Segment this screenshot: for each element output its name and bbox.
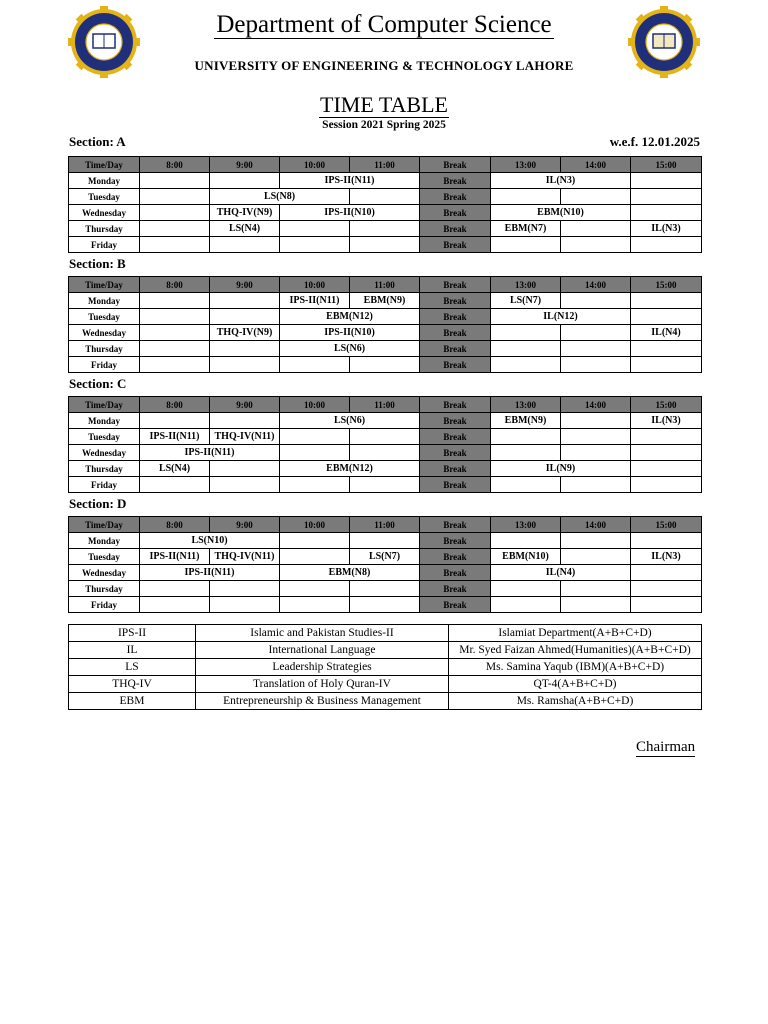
break-cell: Break (420, 445, 491, 461)
column-header: 10:00 (280, 517, 350, 533)
table-row (69, 341, 702, 357)
day-cell: Wednesday (69, 325, 140, 341)
class-cell (210, 597, 280, 613)
class-cell (210, 341, 280, 357)
signature-label: Chairman (636, 739, 696, 755)
break-cell: Break (420, 533, 491, 549)
legend-name: Islamic and Pakistan Studies-II (196, 625, 449, 642)
class-cell (280, 237, 350, 253)
legend-teacher: Ms. Ramsha(A+B+C+D) (449, 693, 702, 710)
column-header: Break (420, 277, 491, 293)
column-header: 13:00 (491, 397, 561, 413)
table-row (69, 445, 702, 461)
class-cell: IPS-II(N11) (140, 549, 210, 565)
class-cell (491, 533, 561, 549)
column-header: 9:00 (210, 277, 280, 293)
class-cell (280, 597, 350, 613)
class-cell: EBM(N12) (280, 309, 420, 325)
class-cell (350, 357, 420, 373)
column-header: 10:00 (280, 397, 350, 413)
class-cell (631, 341, 702, 357)
class-cell: EBM(N7) (491, 221, 561, 237)
class-cell (631, 461, 702, 477)
class-cell (280, 357, 350, 373)
table-header-row (69, 397, 702, 413)
table-row (69, 173, 702, 189)
break-cell: Break (420, 309, 491, 325)
class-cell (631, 477, 702, 493)
class-cell (280, 581, 350, 597)
class-cell: LS(N4) (210, 221, 280, 237)
break-cell: Break (420, 413, 491, 429)
class-cell: THQ-IV(N11) (210, 549, 280, 565)
class-cell: LS(N6) (280, 341, 420, 357)
day-cell: Tuesday (69, 309, 140, 325)
class-cell (350, 237, 420, 253)
break-cell: Break (420, 173, 491, 189)
class-cell (561, 533, 631, 549)
column-header: 8:00 (140, 397, 210, 413)
column-header: 15:00 (631, 157, 702, 173)
column-header: 9:00 (210, 517, 280, 533)
class-cell (140, 237, 210, 253)
day-cell: Thursday (69, 581, 140, 597)
class-cell: IL(N3) (491, 173, 631, 189)
class-cell: EBM(N12) (280, 461, 420, 477)
class-cell (350, 477, 420, 493)
class-cell (280, 549, 350, 565)
university-name: UNIVERSITY OF ENGINEERING & TECHNOLOGY LAHORE (194, 58, 574, 73)
break-cell: Break (420, 549, 491, 565)
column-header: 13:00 (491, 277, 561, 293)
timetable-section-d (68, 516, 702, 613)
break-cell: Break (420, 205, 491, 221)
class-cell (140, 413, 210, 429)
table-row (69, 309, 702, 325)
table-row (69, 477, 702, 493)
break-cell: Break (420, 597, 491, 613)
column-header: 8:00 (140, 157, 210, 173)
column-header: Break (420, 517, 491, 533)
class-cell (350, 189, 420, 205)
class-cell (631, 237, 702, 253)
class-cell (561, 237, 631, 253)
table-row (69, 189, 702, 205)
class-cell (350, 581, 420, 597)
table-row (69, 221, 702, 237)
break-cell: Break (420, 477, 491, 493)
section-label-b: Section: B (69, 256, 126, 271)
legend-row (69, 659, 702, 676)
class-cell (631, 293, 702, 309)
legend-code: THQ-IV (69, 676, 196, 693)
day-cell: Thursday (69, 341, 140, 357)
class-cell: EBM(N9) (491, 413, 561, 429)
table-row (69, 429, 702, 445)
class-cell (631, 309, 702, 325)
column-header: 9:00 (210, 397, 280, 413)
class-cell (561, 357, 631, 373)
break-cell: Break (420, 341, 491, 357)
class-cell: LS(N8) (210, 189, 350, 205)
class-cell (210, 581, 280, 597)
class-cell (631, 565, 702, 581)
legend-code: IL (69, 642, 196, 659)
class-cell: IPS-II(N11) (140, 429, 210, 445)
class-cell (491, 477, 561, 493)
table-row (69, 413, 702, 429)
class-cell: LS(N10) (140, 533, 280, 549)
legend-row (69, 676, 702, 693)
class-cell (491, 445, 561, 461)
page-title: TIME TABLE (320, 92, 448, 117)
class-cell (140, 597, 210, 613)
class-cell (631, 597, 702, 613)
class-cell: IL(N4) (491, 565, 631, 581)
break-cell: Break (420, 325, 491, 341)
class-cell (561, 413, 631, 429)
column-header: 13:00 (491, 157, 561, 173)
day-cell: Wednesday (69, 445, 140, 461)
table-row (69, 205, 702, 221)
class-cell (491, 429, 561, 445)
legend-teacher: Mr. Syed Faizan Ahmed(Humanities)(A+B+C+D) (449, 642, 702, 659)
class-cell (140, 325, 210, 341)
column-header: 14:00 (561, 517, 631, 533)
break-cell: Break (420, 221, 491, 237)
class-cell (491, 237, 561, 253)
class-cell (210, 413, 280, 429)
class-cell: IL(N3) (631, 549, 702, 565)
class-cell: THQ-IV(N11) (210, 429, 280, 445)
column-header: 10:00 (280, 277, 350, 293)
class-cell (280, 533, 350, 549)
table-row (69, 565, 702, 581)
column-header: 15:00 (631, 277, 702, 293)
day-cell: Monday (69, 413, 140, 429)
class-cell (280, 429, 350, 445)
section-label-d: Section: D (69, 496, 127, 511)
class-cell (280, 477, 350, 493)
course-legend-table (68, 624, 702, 710)
day-cell: Monday (69, 533, 140, 549)
legend-code: EBM (69, 693, 196, 710)
section-label-c: Section: C (69, 376, 127, 391)
day-cell: Wednesday (69, 205, 140, 221)
class-cell (140, 309, 210, 325)
column-header: 11:00 (350, 157, 420, 173)
table-row (69, 597, 702, 613)
column-header: Time/Day (69, 277, 140, 293)
column-header: 14:00 (561, 277, 631, 293)
table-header-row (69, 157, 702, 173)
legend-name: Entrepreneurship & Business Management (196, 693, 449, 710)
effective-date: w.e.f. 12.01.2025 (609, 134, 700, 149)
class-cell: IPS-II(N11) (280, 293, 350, 309)
day-cell: Tuesday (69, 189, 140, 205)
break-cell: Break (420, 293, 491, 309)
legend-name: Leadership Strategies (196, 659, 449, 676)
class-cell (491, 189, 561, 205)
class-cell (210, 173, 280, 189)
legend-teacher: Ms. Samina Yaqub (IBM)(A+B+C+D) (449, 659, 702, 676)
table-row (69, 357, 702, 373)
class-cell: THQ-IV(N9) (210, 205, 280, 221)
day-cell: Wednesday (69, 565, 140, 581)
class-cell: IL(N4) (631, 325, 702, 341)
class-cell (561, 549, 631, 565)
class-cell: LS(N7) (350, 549, 420, 565)
table-header-row (69, 277, 702, 293)
break-cell: Break (420, 357, 491, 373)
column-header: 11:00 (350, 277, 420, 293)
column-header: Time/Day (69, 157, 140, 173)
column-header: Break (420, 157, 491, 173)
column-header: Time/Day (69, 517, 140, 533)
column-header: 10:00 (280, 157, 350, 173)
table-header-row (69, 517, 702, 533)
class-cell (491, 325, 561, 341)
class-cell (350, 533, 420, 549)
legend-code: LS (69, 659, 196, 676)
session-label: Session 2021 Spring 2025 (322, 119, 446, 131)
class-cell (561, 293, 631, 309)
class-cell (280, 221, 350, 237)
class-cell: IPS-II(N10) (280, 205, 420, 221)
table-row (69, 293, 702, 309)
class-cell: IPS-II(N11) (140, 565, 280, 581)
class-cell (210, 357, 280, 373)
day-cell: Friday (69, 237, 140, 253)
class-cell: EBM(N9) (350, 293, 420, 309)
class-cell (210, 477, 280, 493)
class-cell (561, 429, 631, 445)
class-cell (350, 221, 420, 237)
class-cell (140, 581, 210, 597)
class-cell (140, 293, 210, 309)
class-cell (561, 221, 631, 237)
class-cell (210, 461, 280, 477)
class-cell (631, 445, 702, 461)
class-cell (140, 173, 210, 189)
class-cell: EBM(N10) (491, 205, 631, 221)
day-cell: Monday (69, 173, 140, 189)
column-header: 11:00 (350, 397, 420, 413)
table-row (69, 325, 702, 341)
table-row (69, 549, 702, 565)
break-cell: Break (420, 429, 491, 445)
table-row (69, 533, 702, 549)
class-cell (631, 189, 702, 205)
class-cell (561, 581, 631, 597)
table-row (69, 461, 702, 477)
class-cell: THQ-IV(N9) (210, 325, 280, 341)
timetable-section-b (68, 276, 702, 373)
class-cell (140, 357, 210, 373)
class-cell (140, 221, 210, 237)
department-title: Department of Computer Science (216, 11, 552, 38)
class-cell (631, 581, 702, 597)
class-cell: IL(N9) (491, 461, 631, 477)
class-cell: LS(N7) (491, 293, 561, 309)
day-cell: Thursday (69, 221, 140, 237)
class-cell (491, 341, 561, 357)
class-cell (210, 237, 280, 253)
column-header: 9:00 (210, 157, 280, 173)
column-header: 15:00 (631, 397, 702, 413)
class-cell (631, 173, 702, 189)
legend-row (69, 625, 702, 642)
class-cell (140, 477, 210, 493)
column-header: 15:00 (631, 517, 702, 533)
class-cell: IL(N3) (631, 221, 702, 237)
column-header: Time/Day (69, 397, 140, 413)
class-cell: EBM(N8) (280, 565, 420, 581)
class-cell: IL(N3) (631, 413, 702, 429)
break-cell: Break (420, 189, 491, 205)
class-cell (140, 341, 210, 357)
class-cell (561, 341, 631, 357)
timetable-section-c (68, 396, 702, 493)
class-cell (210, 293, 280, 309)
legend-row (69, 693, 702, 710)
class-cell (350, 445, 420, 461)
legend-teacher: QT-4(A+B+C+D) (449, 676, 702, 693)
class-cell: LS(N4) (140, 461, 210, 477)
legend-name: International Language (196, 642, 449, 659)
section-label-a: Section: A (69, 134, 126, 149)
class-cell (561, 445, 631, 461)
class-cell: IPS-II(N11) (280, 173, 420, 189)
class-cell (210, 309, 280, 325)
legend-code: IPS-II (69, 625, 196, 642)
class-cell (280, 445, 350, 461)
break-cell: Break (420, 581, 491, 597)
class-cell: IPS-II(N11) (140, 445, 280, 461)
class-cell (491, 357, 561, 373)
class-cell (631, 533, 702, 549)
day-cell: Friday (69, 477, 140, 493)
table-row (69, 237, 702, 253)
break-cell: Break (420, 565, 491, 581)
class-cell: EBM(N10) (491, 549, 561, 565)
class-cell: IL(N12) (491, 309, 631, 325)
day-cell: Tuesday (69, 549, 140, 565)
column-header: 8:00 (140, 277, 210, 293)
class-cell (631, 357, 702, 373)
class-cell (350, 429, 420, 445)
legend-row (69, 642, 702, 659)
day-cell: Friday (69, 597, 140, 613)
break-cell: Break (420, 461, 491, 477)
break-cell: Break (420, 237, 491, 253)
day-cell: Monday (69, 293, 140, 309)
class-cell (350, 597, 420, 613)
class-cell (561, 597, 631, 613)
class-cell (561, 325, 631, 341)
day-cell: Tuesday (69, 429, 140, 445)
class-cell (561, 189, 631, 205)
column-header: 13:00 (491, 517, 561, 533)
class-cell (140, 205, 210, 221)
class-cell (561, 477, 631, 493)
legend-teacher: Islamiat Department(A+B+C+D) (449, 625, 702, 642)
column-header: Break (420, 397, 491, 413)
class-cell: IPS-II(N10) (280, 325, 420, 341)
timetable-section-a (68, 156, 702, 253)
class-cell (491, 581, 561, 597)
column-header: 14:00 (561, 157, 631, 173)
table-row (69, 581, 702, 597)
class-cell (631, 205, 702, 221)
class-cell (140, 189, 210, 205)
column-header: 8:00 (140, 517, 210, 533)
class-cell (491, 597, 561, 613)
class-cell (631, 429, 702, 445)
column-header: 11:00 (350, 517, 420, 533)
legend-name: Translation of Holy Quran-IV (196, 676, 449, 693)
day-cell: Friday (69, 357, 140, 373)
column-header: 14:00 (561, 397, 631, 413)
day-cell: Thursday (69, 461, 140, 477)
class-cell: LS(N6) (280, 413, 420, 429)
